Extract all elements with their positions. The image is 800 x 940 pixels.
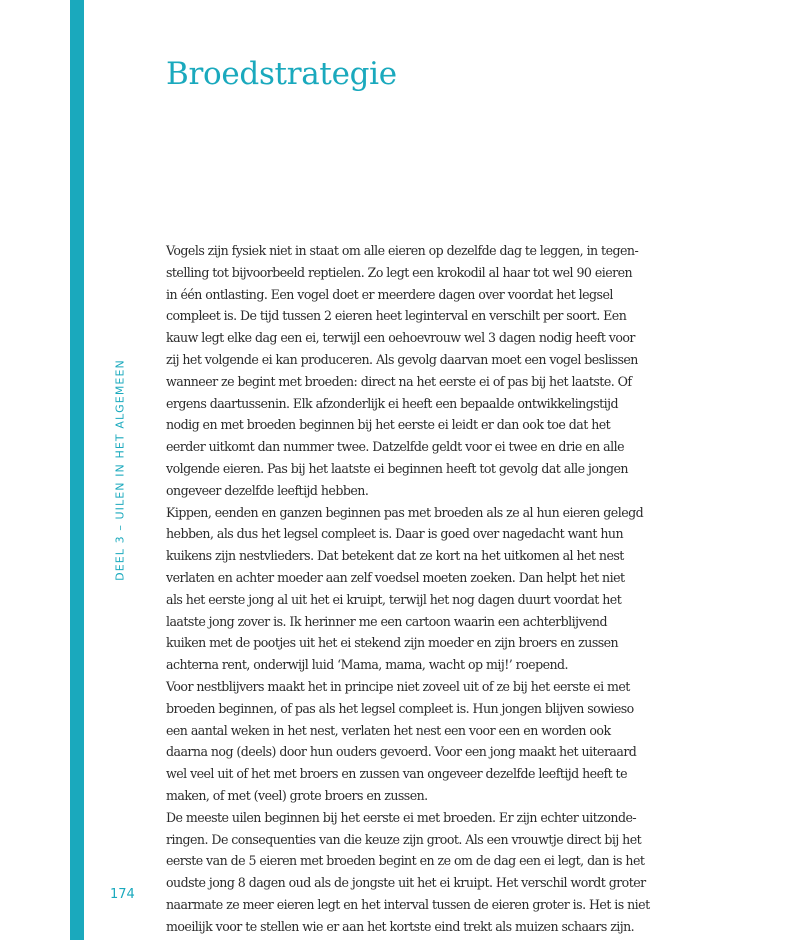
page-edge-bar [70,0,84,940]
text-line: kuikens zijn nestvlieders. Dat betekent dat ze kort na het uitkomen al het nest [166,548,624,564]
text-line: compleet is. De tijd tussen 2 eieren heet leginterval en verschilt per soort. Een [166,308,627,324]
text-line: daarna nog (deels) door hun ouders gevoerd. Voor een jong maakt het uiteraard [166,744,637,760]
text-line: wel veel uit of het met broers en zussen van ongeveer dezelfde leeftijd heeft te [166,766,627,782]
text-line: kauw legt elke dag een ei, terwijl een oehoevrouw wel 3 dagen nodig heeft voor [166,330,635,346]
text-line: als het eerste jong al uit het ei kruipt, terwijl het nog dagen duurt voordat het [166,591,622,607]
text-line: wanneer ze begint met broeden: direct na het eerste ei of pas bij het laatste. Of [166,373,632,389]
section-side-label: DEEL 3 – UILEN IN HET ALGEMEEN [113,359,127,581]
text-line: een aantal weken in het nest, verlaten het nest een voor een en worden ook [166,722,611,738]
body-text [166,240,666,938]
text-line: nodig en met broeden beginnen bij het eerste ei leidt er dan ook toe dat het [166,417,611,433]
text-line: Vogels zijn fysiek niet in staat om alle eieren op dezelfde dag te leggen, in tegen- [166,243,639,258]
text-line: laatste jong zover is. Ik herinner me een cartoon waarin een achterblijvend [166,613,608,629]
text-line: Voor nestblijvers maakt het in principe niet zoveel uit of ze bij het eerste ei met [166,678,630,694]
text-line: De meeste uilen beginnen bij het eerste ei met broeden. Er zijn echter uitzonde- [166,809,637,825]
text-line: oudste jong 8 dagen oud als de jongste uit het ei kruipt. Het verschil wordt groter [166,875,646,891]
text-line: verlaten en achter moeder aan zelf voedsel moeten zoeken. Dan helpt het niet [166,569,625,585]
text-line: Kippen, eenden en ganzen beginnen pas met broeden als ze al hun eieren gelegd [166,504,644,520]
text-line: eerder uitkomt dan nummer twee. Datzelfde geldt voor ei twee en drie en alle [166,439,624,455]
text-line: volgende eieren. Pas bij het laatste ei beginnen heeft tot gevolg dat alle jongen [166,460,628,476]
text-line: stelling tot bijvoorbeeld reptielen. Zo legt een krokodil al haar tot wel 90 eieren [166,264,633,280]
text-line: kuiken met de pootjes uit het ei stekend zijn moeder en zijn broers en zussen [166,635,619,651]
text-line: in één ontlasting. Een vogel doet er meerdere dagen over voordat het legsel [166,286,613,302]
text-line: zij het volgende ei kan produceren. Als gevolg daarvan moet een vogel beslissen [166,351,638,367]
text-line: maken, of met (veel) grote broers en zussen. [166,787,428,803]
text-line: achterna rent, onderwijl luid ‘Mama, mama, wacht op mij!’ roepend. [166,657,569,673]
chapter-title: Broedstrategie [166,56,397,92]
text-line: naarmate ze meer eieren legt en het interval tussen de eieren groter is. Het is niet [166,896,650,912]
text-line: eerste van de 5 eieren met broeden begint en ze om de dag een ei legt, dan is het [166,853,645,869]
page-number: 174 [110,887,135,902]
text-line: ergens daartussenin. Elk afzonderlijk ei heeft een bepaalde ontwikkelingstijd [166,395,619,411]
text-line: ringen. De consequenties van die keuze zijn groot. Als een vrouwtje direct bij het [166,831,642,847]
text-line: moeilijk voor te stellen wie er aan het kortste eind trekt als muizen schaars zijn. [166,918,635,934]
text-line: broeden beginnen, of pas als het legsel compleet is. Hun jongen blijven sowieso [166,700,634,716]
text-line: ongeveer dezelfde leeftijd hebben. [166,482,369,498]
text-line: hebben, als dus het legsel compleet is. Daar is goed over nagedacht want hun [166,526,624,542]
